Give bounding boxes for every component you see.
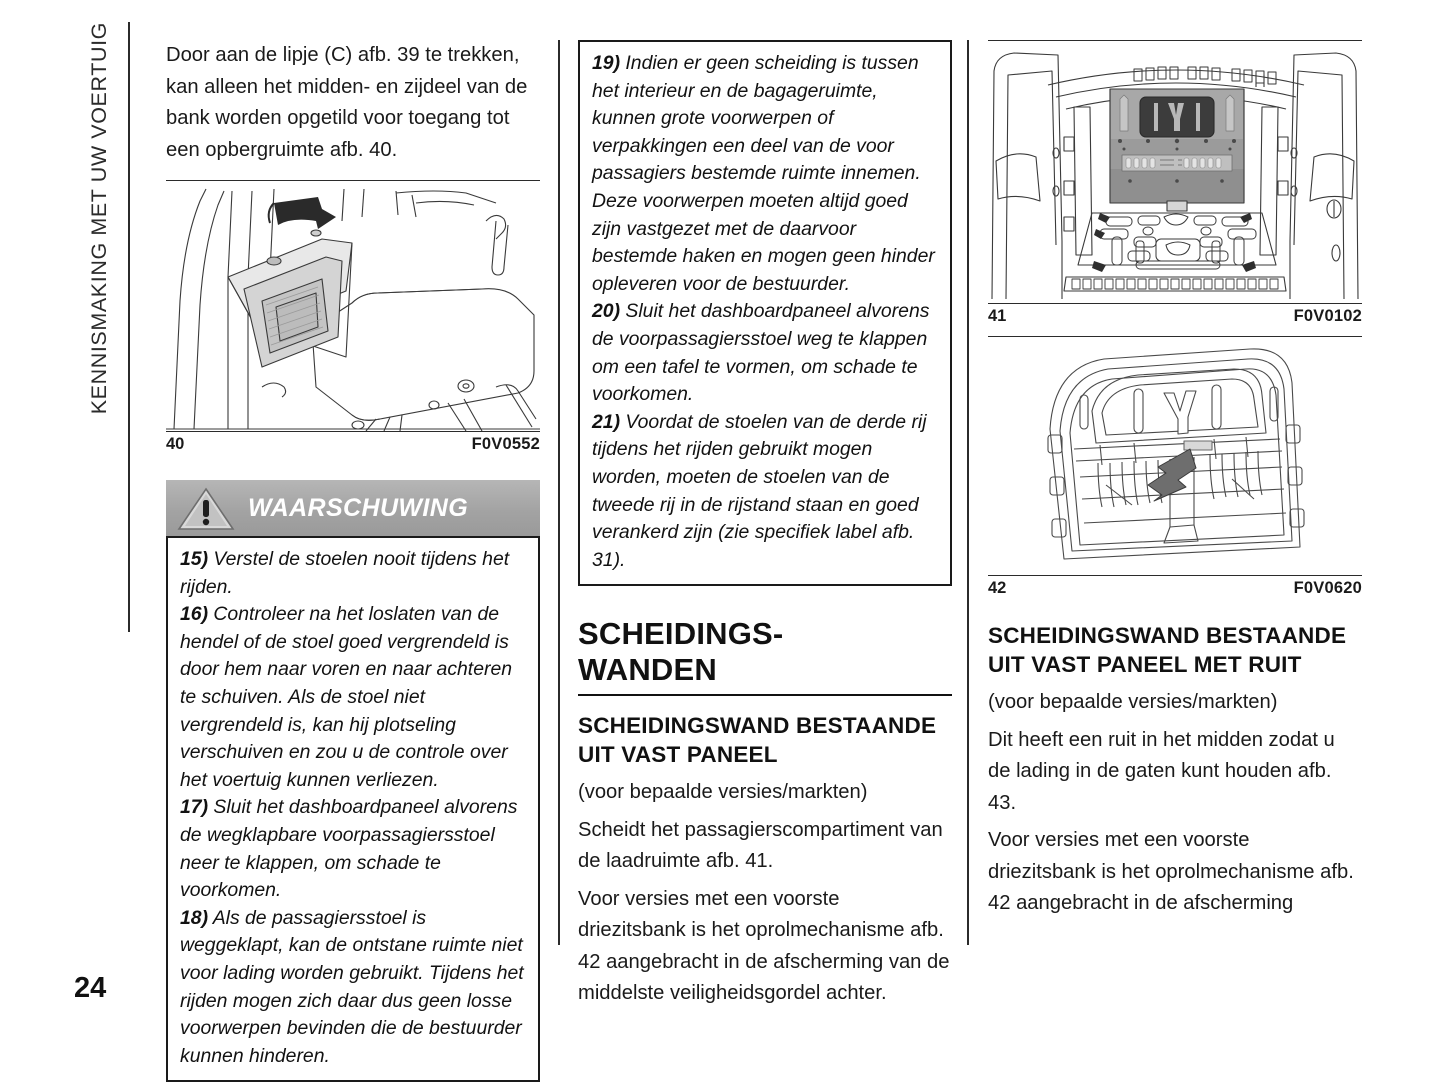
warning-item <box>180 546 528 601</box>
column-middle <box>578 40 952 1010</box>
warning-body <box>166 536 540 1082</box>
column-right <box>988 40 1362 920</box>
note-item <box>592 50 940 298</box>
paragraph-window-2: Voor versies met een voorste driezitsbank is het oprolmechanisme afb. 42 aangebracht in de afscherming <box>988 829 1354 914</box>
figure-42-number: 42 <box>988 579 1007 597</box>
figure-40 <box>166 180 540 454</box>
note-item-number: 21) <box>592 410 621 433</box>
intro-paragraph: Door aan de lipje (C) afb. 39 te trekken, kan alleen het midden- en zijdeel van de bank worden opgetild voor toegang tot een opbergruimte afb. 40. <box>166 44 528 161</box>
figure-41-code: F0V0102 <box>1293 307 1362 325</box>
warning-item-text: Sluit het dashboardpaneel alvorens de wegklapbare voorpassagiersstoel neer te klappen, om schade te voorkomen. <box>180 796 518 902</box>
note-item-text: Indien er geen scheiding is tussen het interieur en de bagageruimte, kunnen grote voorwerpen of verpakkingen een deel van de voor passagiers bestemde ruimte innemen. Deze voorwerpen moeten altijd goed zijn vastgezet met de daarvoor bestemde haken en mogen geen hinder opleveren voor de bestuurder. <box>592 52 935 295</box>
column-divider-2 <box>967 40 969 945</box>
partition-panel-rear-view-illustration <box>988 337 1362 575</box>
availability-note-window: (voor bepaalde versies/markten) <box>988 691 1278 713</box>
warning-item-text: Controleer na het loslaten van de hendel of de stoel goed vergrendeld is door hem naar voren en naar achteren te schuiven. Als de stoel niet vergrendeld is, kan hij plotseling verschuiven en zou u de controle over het voertuig kunnen verliezen. <box>180 603 513 791</box>
paragraph-1: Scheidt het passagierscompartiment van de laadruimte afb. 41. <box>578 818 943 873</box>
figure-41-caption <box>988 303 1362 326</box>
warning-item <box>180 794 528 904</box>
column-divider-1 <box>558 40 560 945</box>
note-item-number: 20) <box>592 300 621 323</box>
section-heading-line2: WANDEN <box>578 652 717 688</box>
figure-41 <box>988 40 1362 326</box>
warning-item-number: 16) <box>180 603 209 626</box>
section-heading-rule <box>578 694 952 696</box>
note-item <box>592 409 940 575</box>
warning-item-number: 18) <box>180 906 209 929</box>
notes-body <box>578 40 952 586</box>
paragraph-window-1: Dit heeft een ruit in het midden zodat u de lading in de gaten kunt houden afb. 43. <box>988 728 1335 814</box>
column-left <box>166 40 540 1082</box>
figure-42-artwork <box>988 336 1362 575</box>
subsection-heading-window: SCHEIDINGSWAND BESTAANDE UIT VAST PANEEL MET RUIT <box>988 623 1347 677</box>
page-number: 24 <box>74 972 107 1004</box>
figure-40-artwork <box>166 180 540 431</box>
warning-item-number: 15) <box>180 548 209 570</box>
van-cargo-area-with-partition-illustration <box>988 41 1362 303</box>
note-item-text: Sluit het dashboardpaneel alvorens de voorpassagiersstoel weg te klappen om een tafel te vormen, om schade te voorkomen. <box>592 300 930 406</box>
paragraph-2: Voor versies met een voorste driezitsbank is het oprolmechanisme afb. 42 aangebracht in de afscherming van de middelste veiligheidsgordel achter. <box>578 887 950 1005</box>
note-item <box>592 298 940 408</box>
section-heading <box>578 616 952 688</box>
section-heading-line1: SCHEIDINGS- <box>578 616 784 652</box>
figure-42 <box>988 336 1362 598</box>
warning-triangle-icon <box>176 485 236 531</box>
figure-40-code: F0V0552 <box>471 435 540 453</box>
warning-item-number: 17) <box>180 796 209 819</box>
chapter-title: KENNISMAKING MET UW VOERTUIG <box>86 22 111 415</box>
figure-40-number: 40 <box>166 435 185 453</box>
figure-41-artwork <box>988 40 1362 303</box>
figure-41-number: 41 <box>988 307 1007 325</box>
subsection-heading: SCHEIDINGSWAND BESTAANDE UIT VAST PANEEL <box>578 713 937 767</box>
warning-item <box>180 601 528 794</box>
figure-42-code: F0V0620 <box>1293 579 1362 597</box>
warning-item <box>180 905 528 1071</box>
note-item-text: Voordat de stoelen van de derde rij tijdens het rijden gebruikt mogen worden, moeten de stoelen van de tweede rij in de rijstand staan en goed verankerd zijn (zie specifiek label afb. 31). <box>592 410 927 571</box>
availability-note: (voor bepaalde versies/markten) <box>578 781 868 804</box>
warning-item-text: Verstel de stoelen nooit tijdens het rijden. <box>180 548 510 598</box>
warning-header <box>166 480 540 536</box>
chapter-sidebar <box>68 22 130 632</box>
note-item-number: 19) <box>592 52 621 74</box>
figure-40-caption <box>166 431 540 454</box>
warning-title: WAARSCHUWING <box>248 493 469 522</box>
seat-storage-compartment-illustration <box>166 181 540 431</box>
warning-item-text: Als de passagiersstoel is weggeklapt, kan de ontstane ruimte niet voor lading worden gebruikt. Tijdens het rijden mogen zich daar dus geen losse voorwerpen bevinden die de bestuurder kunnen hinderen. <box>180 906 524 1067</box>
figure-42-caption <box>988 575 1362 598</box>
